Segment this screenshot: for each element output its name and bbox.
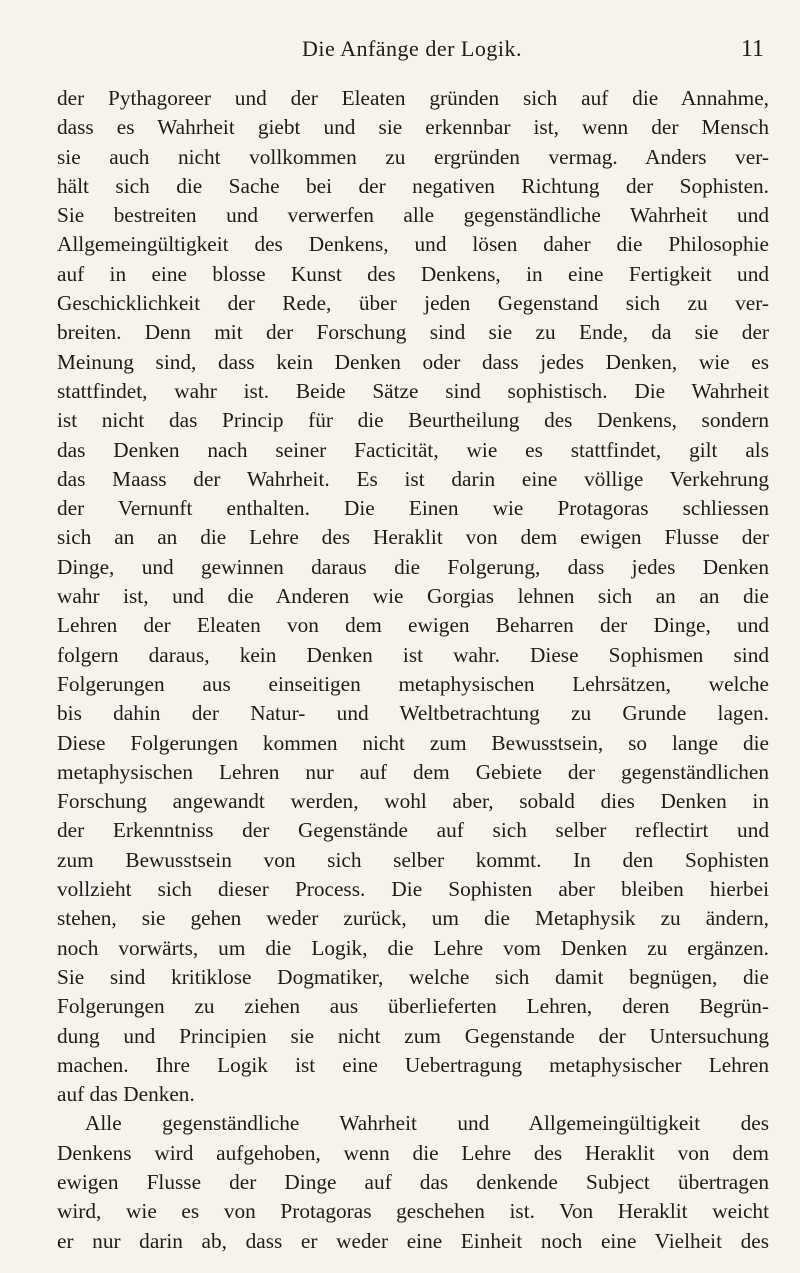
text-line: Denkens wird aufgehoben, wenn die Lehre des Heraklit von dem: [57, 1140, 769, 1165]
text-line: auf in eine blosse Kunst des Denkens, in eine Fertigkeit und: [57, 261, 769, 286]
text-line: zum Bewusstsein von sich selber kommt. In den Sophisten: [57, 847, 769, 872]
text-line: dass es Wahrheit giebt und sie erkennbar ist, wenn der Mensch: [57, 115, 769, 140]
text-line: breiten. Denn mit der Forschung sind sie zu Ende, da sie der: [57, 320, 769, 345]
text-line: das Denken nach seiner Facticität, wie es stattfindet, gilt als: [57, 437, 769, 462]
text-line: Diese Folgerungen kommen nicht zum Bewusstsein, so lange die: [57, 730, 769, 755]
text-line: Folgerungen aus einseitigen metaphysischen Lehrsätzen, welche: [57, 671, 769, 696]
text-line: stehen, sie gehen weder zurück, um die Metaphysik zu ändern,: [57, 906, 769, 931]
text-line: wahr ist, und die Anderen wie Gorgias lehnen sich an an die: [57, 584, 769, 609]
text-line: Geschicklichkeit der Rede, über jeden Gegenstand sich zu ver-: [57, 291, 769, 316]
text-line: Forschung angewandt werden, wohl aber, sobald dies Denken in: [57, 789, 769, 814]
text-line: Sie sind kritiklose Dogmatiker, welche sich damit begnügen, die: [57, 964, 769, 989]
text-line: Lehren der Eleaten von dem ewigen Beharren der Dinge, und: [57, 613, 769, 638]
text-line: sie auch nicht vollkommen zu ergründen vermag. Anders ver-: [57, 144, 769, 169]
running-head: [56, 36, 768, 76]
paragraph-start-line: Alle gegenständliche Wahrheit und Allgemeingültigkeit des: [85, 1111, 769, 1136]
text-line: machen. Ihre Logik ist eine Uebertragung metaphysischer Lehren: [57, 1052, 769, 1077]
body-text: [57, 84, 769, 1256]
text-line: sich an an die Lehre des Heraklit von dem ewigen Flusse der: [57, 525, 769, 550]
text-line: das Maass der Wahrheit. Es ist darin eine völlige Verkehrung: [57, 466, 769, 491]
text-line: bis dahin der Natur- und Weltbetrachtung zu Grunde lagen.: [57, 701, 769, 726]
text-line: dung und Principien sie nicht zum Gegenstande der Untersuchung: [57, 1023, 769, 1048]
text-line: noch vorwärts, um die Logik, die Lehre vom Denken zu ergänzen.: [57, 935, 769, 960]
text-line: Sie bestreiten und verwerfen alle gegenständliche Wahrheit und: [57, 203, 769, 228]
text-line: wird, wie es von Protagoras geschehen ist. Von Heraklit weicht: [57, 1199, 769, 1224]
text-line: stattfindet, wahr ist. Beide Sätze sind sophistisch. Die Wahrheit: [57, 378, 769, 403]
text-line: Folgerungen zu ziehen aus überlieferten Lehren, deren Begrün-: [57, 994, 769, 1019]
text-line: Meinung sind, dass kein Denken oder dass jedes Denken, wie es: [57, 349, 769, 374]
text-line: metaphysischen Lehren nur auf dem Gebiete der gegenständlichen: [57, 759, 769, 784]
text-line: folgern daraus, kein Denken ist wahr. Diese Sophismen sind: [57, 642, 769, 667]
paragraph-end-line: auf das Denken.: [57, 1082, 195, 1107]
text-line: der Erkenntniss der Gegenstände auf sich selber reflectirt und: [57, 818, 769, 843]
text-line: Allgemeingültigkeit des Denkens, und lösen daher die Philosophie: [57, 232, 769, 257]
text-line: vollzieht sich dieser Process. Die Sophisten aber bleiben hierbei: [57, 877, 769, 902]
text-line: ist nicht das Princip für die Beurtheilung des Denkens, sondern: [57, 408, 769, 433]
text-line: hält sich die Sache bei der negativen Richtung der Sophisten.: [57, 173, 769, 198]
page-number: 11: [740, 36, 764, 62]
text-line: Dinge, und gewinnen daraus die Folgerung, dass jedes Denken: [57, 554, 769, 579]
text-line: der Vernunft enthalten. Die Einen wie Protagoras schliessen: [57, 496, 769, 521]
text-line: ewigen Flusse der Dinge auf das denkende Subject übertragen: [57, 1169, 769, 1194]
text-line: er nur darin ab, dass er weder eine Einheit noch eine Vielheit des: [57, 1228, 769, 1253]
text-line: der Pythagoreer und der Eleaten gründen sich auf die Annahme,: [57, 86, 769, 110]
running-title: Die Anfänge der Logik.: [302, 36, 522, 61]
